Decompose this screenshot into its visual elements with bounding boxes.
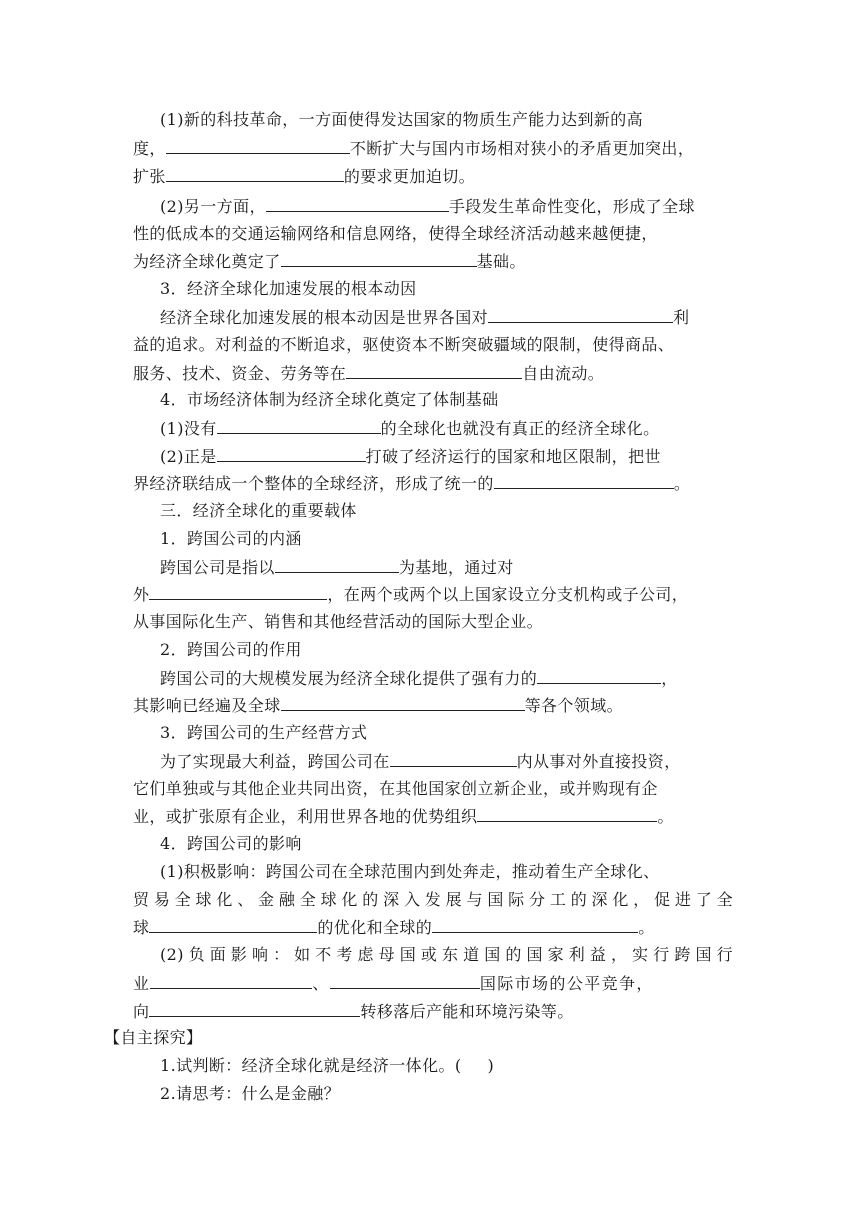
text-line: 界经济联结成一个整体的全球经济，形成了统一的 。 bbox=[133, 474, 691, 493]
section-heading: 4．市场经济体制为经济全球化奠定了体制基础 bbox=[160, 390, 499, 409]
section-heading: 3．经济全球化加速发展的根本动因 bbox=[160, 279, 417, 298]
text-line: 为了实现最大利益，跨国公司在 内从事对外直接投资， bbox=[160, 752, 681, 771]
text-line: 业 、 国际市场的公平竞争， bbox=[133, 974, 654, 993]
text-line: 扩张 的要求更加迫切。 bbox=[133, 167, 476, 186]
section-heading: 三．经济全球化的重要载体 bbox=[160, 501, 357, 520]
text-line: 服务、技术、资金、劳务等在 自由流动。 bbox=[133, 364, 605, 383]
fill-blank[interactable] bbox=[275, 557, 399, 573]
text-line: 性的低成本的交通运输网络和信息网络，使得全球经济活动越来越便捷， bbox=[133, 224, 658, 243]
text-line: 其影响已经遍及全球 等各个领域。 bbox=[133, 696, 624, 715]
question-1: 1.试判断：经济全球化就是经济一体化。( ) bbox=[160, 1056, 495, 1075]
fill-blank[interactable] bbox=[266, 196, 449, 212]
fill-blank[interactable] bbox=[346, 363, 522, 379]
fill-blank[interactable] bbox=[281, 251, 477, 267]
section-title: 【自主探究】 bbox=[104, 1028, 203, 1047]
text-line: (2)另一方面， 手段发生革命性变化，形成了全球 bbox=[160, 197, 695, 216]
text-line: 它们单独或与其他企业共同出资，在其他国家创立新企业，或并购现有企 bbox=[133, 779, 658, 798]
text-line: 贸易全球化、金融全球化的深入发展与国际分工的深化，促进了全 bbox=[133, 890, 733, 909]
fill-blank[interactable] bbox=[149, 917, 317, 933]
fill-blank[interactable] bbox=[150, 973, 312, 989]
text-line: (1)新的科技革命，一方面使得发达国家的物质生产能力达到新的高 bbox=[160, 110, 644, 129]
fill-blank[interactable] bbox=[166, 138, 350, 154]
section-heading: 3．跨国公司的生产经营方式 bbox=[160, 723, 368, 742]
fill-blank[interactable] bbox=[390, 751, 517, 767]
fill-blank[interactable] bbox=[537, 668, 661, 684]
fill-blank[interactable] bbox=[166, 166, 344, 182]
fill-blank[interactable] bbox=[494, 473, 674, 489]
section-heading: 1．跨国公司的内涵 bbox=[160, 529, 302, 548]
text-line: 经济全球化加速发展的根本动因是世界各国对 利 bbox=[160, 308, 690, 327]
text-line: 跨国公司的大规模发展为经济全球化提供了强有力的 ， bbox=[160, 669, 678, 688]
fill-blank[interactable] bbox=[217, 446, 366, 462]
fill-blank[interactable] bbox=[488, 307, 673, 323]
fill-blank[interactable] bbox=[432, 917, 638, 933]
text-line: 跨国公司是指以 为基地，通过对 bbox=[160, 558, 514, 577]
text-line: 从事国际化生产、销售和其他经营活动的国际大型企业。 bbox=[133, 612, 544, 631]
text-line: 外 ，在两个或两个以上国家设立分支机构或子公司， bbox=[133, 585, 689, 604]
text-line: 度， 不断扩大与国内市场相对狭小的矛盾更加突出， bbox=[133, 139, 695, 158]
text-line: 业，或扩张原有企业，利用世界各地的优势组织 。 bbox=[133, 807, 674, 826]
fill-blank[interactable] bbox=[149, 1001, 360, 1017]
section-heading: 4．跨国公司的影响 bbox=[160, 834, 302, 853]
text-line: (2)正是 打破了经济运行的国家和地区限制，把世 bbox=[160, 447, 661, 466]
text-line: 为经济全球化奠定了 基础。 bbox=[133, 252, 526, 271]
section-heading: 2．跨国公司的作用 bbox=[160, 640, 302, 659]
fill-blank[interactable] bbox=[281, 695, 525, 711]
text-line: (1)没有 的全球化也就没有真正的经济全球化。 bbox=[160, 419, 660, 438]
fill-blank[interactable] bbox=[477, 806, 657, 822]
question-2: 2.请思考：什么是金融？ bbox=[160, 1084, 341, 1103]
fill-blank[interactable] bbox=[217, 418, 381, 434]
fill-blank[interactable] bbox=[330, 973, 480, 989]
text-line: (2)负面影响：如不考虑母国或东道国的国家利益，实行跨国行 bbox=[160, 945, 733, 964]
text-line: 球 的优化和全球的 。 bbox=[133, 918, 655, 937]
text-line: (1)积极影响：跨国公司在全球范围内到处奔走，推动着生产全球化、 bbox=[160, 862, 660, 881]
text-line: 益的追求。对利益的不断追求，驱使资本不断突破疆域的限制，使得商品、 bbox=[133, 335, 675, 354]
fill-blank[interactable] bbox=[149, 584, 327, 600]
text-line: 向 转移落后产能和环境污染等。 bbox=[133, 1002, 574, 1021]
